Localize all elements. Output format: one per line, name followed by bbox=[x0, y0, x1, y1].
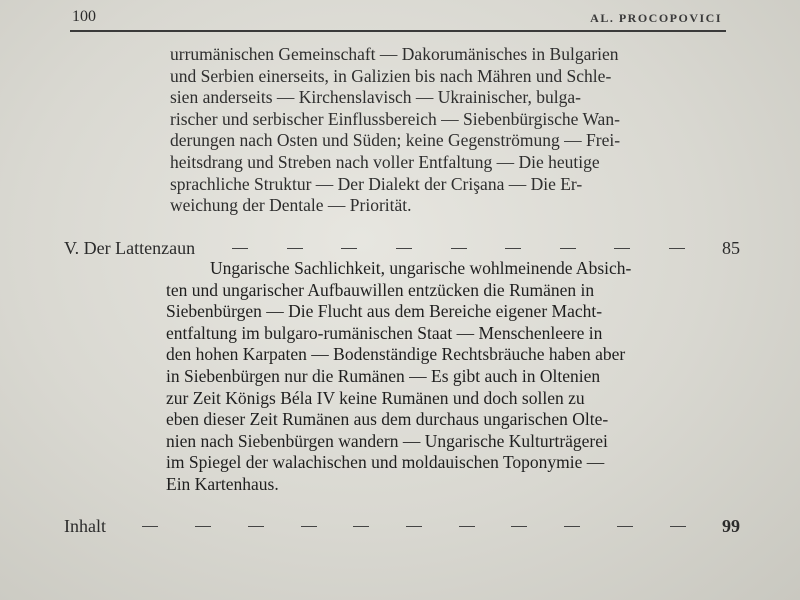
summary-line: Ungarische Sachlichkeit, ungarische wohlmeinende Absich- bbox=[210, 258, 632, 278]
page-number: 100 bbox=[72, 8, 96, 25]
toc-entry-v bbox=[64, 236, 740, 260]
summary-line: eben dieser Zeit Rumänen aus dem durchaus ungarischen Olte- bbox=[166, 409, 609, 430]
toc-entry-title: V. Der Lattenzaun bbox=[64, 237, 196, 258]
toc-entry-page: 99 bbox=[722, 515, 740, 536]
summary-line: rischer und serbischer Einflussbereich — Siebenbürgische Wan- bbox=[170, 108, 620, 129]
header-rule bbox=[70, 30, 726, 32]
toc-entry-title: Inhalt bbox=[64, 515, 106, 536]
summary-line: ten und ungarischer Aufbauwillen entzücken die Rumänen in bbox=[166, 279, 595, 300]
summary-line: Siebenbürgen — Die Flucht aus dem Bereiche eigener Macht- bbox=[166, 301, 603, 322]
summary-line: derungen nach Osten und Süden; keine Gegenströmung — Frei- bbox=[170, 130, 621, 151]
summary-line: weichung der Dentale — Priorität. bbox=[170, 195, 412, 216]
summary-line: im Spiegel der walachischen und moldauischen Toponymie — bbox=[166, 452, 605, 473]
summary-line: zur Zeit Königs Béla IV keine Rumänen und doch sollen zu bbox=[166, 387, 585, 408]
running-head: AL. PROCOPOVICI bbox=[590, 11, 722, 25]
summary-line: sprachliche Struktur — Der Dialekt der Crişana — Die Er- bbox=[170, 173, 583, 194]
dash-leader bbox=[106, 526, 722, 527]
section-v-summary bbox=[166, 258, 680, 496]
summary-line: heitsdrang und Streben nach voller Entfaltung — Die heutige bbox=[170, 151, 600, 172]
section-iv-summary bbox=[170, 44, 678, 217]
summary-line: urrumänischen Gemeinschaft — Dakorumänisches in Bulgarien bbox=[170, 44, 619, 64]
summary-line: in Siebenbürgen nur die Rumänen — Es gibt auch in Oltenien bbox=[166, 365, 601, 386]
summary-line: den hohen Karpaten — Bodenständige Rechtsbräuche haben aber bbox=[166, 344, 626, 365]
dash-leader bbox=[195, 248, 722, 249]
summary-line: sien anderseits — Kirchenslavisch — Ukrainischer, bulga- bbox=[170, 87, 581, 108]
toc-entry-page: 85 bbox=[722, 237, 740, 258]
summary-line: entfaltung im bulgaro-rumänischen Staat — Menschenleere in bbox=[166, 322, 603, 343]
summary-line: Ein Kartenhaus. bbox=[166, 473, 279, 494]
summary-line: und Serbien einerseits, in Galizien bis nach Mähren und Schle- bbox=[170, 65, 612, 86]
summary-line: nien nach Siebenbürgen wandern — Ungarische Kulturträgerei bbox=[166, 430, 608, 451]
toc-entry-inhalt bbox=[64, 514, 740, 538]
